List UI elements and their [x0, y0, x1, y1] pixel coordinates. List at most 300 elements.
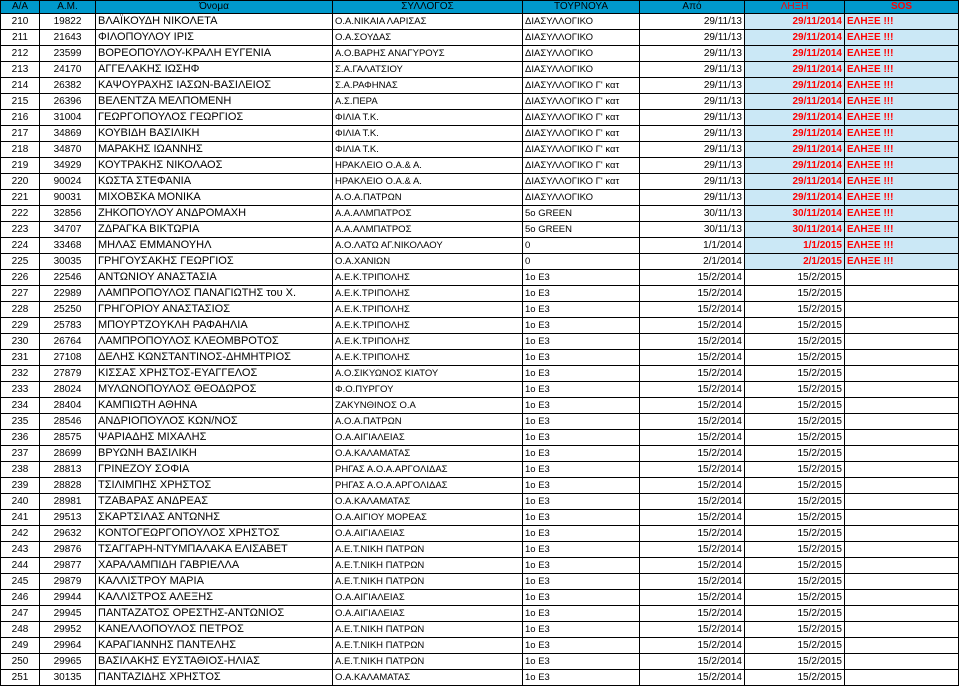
cell-aa[interactable]: 216 [1, 110, 40, 126]
header-sos[interactable]: SOS [845, 1, 959, 14]
cell-expiry[interactable]: 15/2/2015 [745, 638, 845, 654]
cell-tournament[interactable]: 1ο Ε3 [523, 286, 640, 302]
header-expiry[interactable]: ΛΗΞΗ [745, 1, 845, 14]
cell-name[interactable]: ΚΑΡΑΓΙΑΝΝΗΣ ΠΑΝΤΕΛΗΣ [96, 638, 333, 654]
cell-club[interactable]: Φ.Ο.ΠΥΡΓΟΥ [333, 382, 523, 398]
table-row[interactable] [1, 190, 959, 206]
cell-name[interactable]: ΓΕΩΡΓΟΠΟΥΛΟΣ ΓΕΩΡΓΙΟΣ [96, 110, 333, 126]
cell-name[interactable]: ΓΡΗΓΟΥΣΑΚΗΣ ΓΕΩΡΓΙΟΣ [96, 254, 333, 270]
cell-sos[interactable] [845, 382, 959, 398]
cell-tournament[interactable]: 1ο Ε3 [523, 510, 640, 526]
cell-club[interactable]: Α.Ε.Τ.ΝΙΚΗ ΠΑΤΡΩΝ [333, 542, 523, 558]
cell-from[interactable]: 29/11/13 [640, 158, 745, 174]
cell-aa[interactable]: 222 [1, 206, 40, 222]
cell-sos[interactable] [845, 286, 959, 302]
cell-club[interactable]: Ο.Α.ΚΑΛΑΜΑΤΑΣ [333, 446, 523, 462]
cell-aa[interactable]: 226 [1, 270, 40, 286]
cell-from[interactable]: 15/2/2014 [640, 494, 745, 510]
cell-expiry[interactable]: 15/2/2015 [745, 590, 845, 606]
cell-club[interactable]: Α.Ο.ΒΑΡΗΣ ΑΝΑΓΥΡΟΥΣ [333, 46, 523, 62]
cell-sos[interactable] [845, 462, 959, 478]
cell-aa[interactable]: 220 [1, 174, 40, 190]
cell-name[interactable]: ΜΗΛΑΣ ΕΜΜΑΝΟΥΗΛ [96, 238, 333, 254]
cell-name[interactable]: ΚΙΣΣΑΣ ΧΡΗΣΤΟΣ-ΕΥΑΓΓΕΛΟΣ [96, 366, 333, 382]
cell-sos[interactable]: ΕΛΗΞΕ !!! [845, 62, 959, 78]
cell-from[interactable]: 30/11/13 [640, 206, 745, 222]
cell-tournament[interactable]: 5ο GREEN [523, 206, 640, 222]
header-aa[interactable]: Α/Α [1, 1, 40, 14]
cell-tournament[interactable]: ΔΙΑΣΥΛΛΟΓΙΚΟ [523, 46, 640, 62]
cell-aa[interactable]: 249 [1, 638, 40, 654]
cell-expiry[interactable]: 15/2/2015 [745, 414, 845, 430]
cell-tournament[interactable]: 0 [523, 238, 640, 254]
cell-am[interactable]: 23599 [40, 46, 96, 62]
cell-from[interactable]: 15/2/2014 [640, 526, 745, 542]
cell-expiry[interactable]: 15/2/2015 [745, 398, 845, 414]
cell-sos[interactable] [845, 414, 959, 430]
cell-name[interactable]: ΛΑΜΠΡΟΠΟΥΛΟΣ ΠΑΝΑΓΙΩΤΗΣ του Χ. [96, 286, 333, 302]
cell-sos[interactable]: ΕΛΗΞΕ !!! [845, 14, 959, 30]
cell-tournament[interactable]: 1ο Ε3 [523, 478, 640, 494]
cell-from[interactable]: 15/2/2014 [640, 574, 745, 590]
table-row[interactable] [1, 414, 959, 430]
cell-aa[interactable]: 218 [1, 142, 40, 158]
cell-from[interactable]: 15/2/2014 [640, 622, 745, 638]
table-row[interactable] [1, 622, 959, 638]
header-club[interactable]: ΣΥΛΛΟΓΟΣ [333, 1, 523, 14]
cell-tournament[interactable]: ΔΙΑΣΥΛΛΟΓΙΚΟ Γ' κατ [523, 78, 640, 94]
cell-name[interactable]: ΠΑΝΤΑΖΙΔΗΣ ΧΡΗΣΤΟΣ [96, 670, 333, 686]
cell-aa[interactable]: 243 [1, 542, 40, 558]
cell-sos[interactable] [845, 542, 959, 558]
cell-tournament[interactable]: 1ο Ε3 [523, 270, 640, 286]
cell-aa[interactable]: 246 [1, 590, 40, 606]
cell-from[interactable]: 15/2/2014 [640, 302, 745, 318]
cell-from[interactable]: 29/11/13 [640, 126, 745, 142]
cell-tournament[interactable]: ΔΙΑΣΥΛΛΟΓΙΚΟ Γ' κατ [523, 94, 640, 110]
table-row[interactable] [1, 302, 959, 318]
cell-aa[interactable]: 245 [1, 574, 40, 590]
cell-from[interactable]: 29/11/13 [640, 30, 745, 46]
cell-name[interactable]: ΦΙΛΟΠΟΥΛΟΥ ΙΡΙΣ [96, 30, 333, 46]
cell-club[interactable]: Α.Ο.ΛΑΤΩ ΑΓ.ΝΙΚΟΛΑΟΥ [333, 238, 523, 254]
cell-tournament[interactable]: 1ο Ε3 [523, 606, 640, 622]
cell-name[interactable]: ΚΟΥΒΙΔΗ ΒΑΣΙΛΙΚΗ [96, 126, 333, 142]
cell-sos[interactable]: ΕΛΗΞΕ !!! [845, 142, 959, 158]
cell-expiry[interactable]: 30/11/2014 [745, 222, 845, 238]
cell-aa[interactable]: 241 [1, 510, 40, 526]
cell-name[interactable]: ΚΑΝΕΛΛΟΠΟΥΛΟΣ ΠΕΤΡΟΣ [96, 622, 333, 638]
cell-tournament[interactable]: ΔΙΑΣΥΛΛΟΓΙΚΟ [523, 14, 640, 30]
cell-expiry[interactable]: 29/11/2014 [745, 142, 845, 158]
cell-expiry[interactable]: 15/2/2015 [745, 430, 845, 446]
cell-club[interactable]: Ο.Α.ΧΑΝΙΩΝ [333, 254, 523, 270]
cell-aa[interactable]: 219 [1, 158, 40, 174]
cell-name[interactable]: ΒΕΛΕΝΤΖΑ ΜΕΛΠΟΜΕΝΗ [96, 94, 333, 110]
cell-sos[interactable] [845, 366, 959, 382]
cell-tournament[interactable]: ΔΙΑΣΥΛΛΟΓΙΚΟ [523, 30, 640, 46]
cell-sos[interactable] [845, 654, 959, 670]
cell-sos[interactable]: ΕΛΗΞΕ !!! [845, 190, 959, 206]
cell-from[interactable]: 29/11/13 [640, 190, 745, 206]
cell-from[interactable]: 29/11/13 [640, 62, 745, 78]
cell-expiry[interactable]: 15/2/2015 [745, 510, 845, 526]
cell-from[interactable]: 15/2/2014 [640, 446, 745, 462]
cell-from[interactable]: 15/2/2014 [640, 350, 745, 366]
cell-am[interactable]: 27879 [40, 366, 96, 382]
cell-expiry[interactable]: 29/11/2014 [745, 126, 845, 142]
cell-name[interactable]: ΓΡΙΝΕΖΟΥ ΣΟΦΙΑ [96, 462, 333, 478]
cell-aa[interactable]: 251 [1, 670, 40, 686]
cell-club[interactable]: Α.Α.ΑΛΜΠΑΤΡΟΣ [333, 222, 523, 238]
cell-club[interactable]: Σ.Α.ΓΑΛΑΤΣΙΟΥ [333, 62, 523, 78]
cell-club[interactable]: ΦΙΛΙΑ Τ.Κ. [333, 126, 523, 142]
cell-from[interactable]: 15/2/2014 [640, 670, 745, 686]
table-row[interactable] [1, 478, 959, 494]
cell-am[interactable]: 22989 [40, 286, 96, 302]
cell-tournament[interactable]: 1ο Ε3 [523, 462, 640, 478]
cell-expiry[interactable]: 15/2/2015 [745, 318, 845, 334]
table-row[interactable] [1, 270, 959, 286]
cell-club[interactable]: ΗΡΑΚΛΕΙΟ Ο.Α.& Α. [333, 174, 523, 190]
table-row[interactable] [1, 318, 959, 334]
cell-expiry[interactable]: 15/2/2015 [745, 446, 845, 462]
table-row[interactable] [1, 158, 959, 174]
table-row[interactable] [1, 174, 959, 190]
cell-sos[interactable] [845, 350, 959, 366]
table-row[interactable] [1, 382, 959, 398]
table-row[interactable] [1, 142, 959, 158]
cell-expiry[interactable]: 15/2/2015 [745, 334, 845, 350]
cell-am[interactable]: 29876 [40, 542, 96, 558]
cell-club[interactable]: ΦΙΛΙΑ Τ.Κ. [333, 142, 523, 158]
cell-sos[interactable] [845, 622, 959, 638]
header-name[interactable]: Όνομα [96, 1, 333, 14]
cell-expiry[interactable]: 15/2/2015 [745, 366, 845, 382]
cell-aa[interactable]: 248 [1, 622, 40, 638]
cell-am[interactable]: 31004 [40, 110, 96, 126]
cell-expiry[interactable]: 2/1/2015 [745, 254, 845, 270]
table-row[interactable] [1, 254, 959, 270]
cell-am[interactable]: 25250 [40, 302, 96, 318]
cell-aa[interactable]: 234 [1, 398, 40, 414]
cell-tournament[interactable]: 1ο Ε3 [523, 494, 640, 510]
cell-expiry[interactable]: 15/2/2015 [745, 286, 845, 302]
cell-am[interactable]: 26396 [40, 94, 96, 110]
table-row[interactable] [1, 670, 959, 686]
cell-name[interactable]: ΧΑΡΑΛΑΜΠΙΔΗ ΓΑΒΡΙΕΛΛΑ [96, 558, 333, 574]
cell-aa[interactable]: 235 [1, 414, 40, 430]
cell-club[interactable]: ΡΗΓΑΣ Α.Ο.Α.ΑΡΓΟΛΙΔΑΣ [333, 462, 523, 478]
cell-sos[interactable]: ΕΛΗΞΕ !!! [845, 222, 959, 238]
cell-sos[interactable]: ΕΛΗΞΕ !!! [845, 238, 959, 254]
cell-club[interactable]: Σ.Α.ΡΑΦΗΝΑΣ [333, 78, 523, 94]
table-row[interactable] [1, 366, 959, 382]
cell-name[interactable]: ΑΓΓΕΛΑΚΗΣ ΙΩΣΗΦ [96, 62, 333, 78]
cell-from[interactable]: 15/2/2014 [640, 558, 745, 574]
table-row[interactable] [1, 638, 959, 654]
cell-name[interactable]: ΖΗΚΟΠΟΥΛΟΥ ΑΝΔΡΟΜΑΧΗ [96, 206, 333, 222]
cell-am[interactable]: 33468 [40, 238, 96, 254]
cell-tournament[interactable]: 1ο Ε3 [523, 302, 640, 318]
cell-sos[interactable] [845, 526, 959, 542]
cell-from[interactable]: 15/2/2014 [640, 478, 745, 494]
cell-from[interactable]: 15/2/2014 [640, 638, 745, 654]
cell-club[interactable]: Α.Ε.Τ.ΝΙΚΗ ΠΑΤΡΩΝ [333, 558, 523, 574]
cell-sos[interactable] [845, 670, 959, 686]
cell-expiry[interactable]: 29/11/2014 [745, 62, 845, 78]
cell-club[interactable]: ΦΙΛΙΑ Τ.Κ. [333, 110, 523, 126]
cell-tournament[interactable]: 5ο GREEN [523, 222, 640, 238]
table-row[interactable] [1, 462, 959, 478]
cell-club[interactable]: Α.Ε.Κ.ΤΡΙΠΟΛΗΣ [333, 270, 523, 286]
cell-am[interactable]: 29879 [40, 574, 96, 590]
cell-sos[interactable] [845, 334, 959, 350]
cell-expiry[interactable]: 15/2/2015 [745, 494, 845, 510]
cell-expiry[interactable]: 29/11/2014 [745, 110, 845, 126]
cell-club[interactable]: Ο.Α.ΝΙΚΑΙΑ ΛΑΡΙΣΑΣ [333, 14, 523, 30]
cell-am[interactable]: 90024 [40, 174, 96, 190]
cell-aa[interactable]: 229 [1, 318, 40, 334]
header-tournament[interactable]: ΤΟΥΡΝΟΥΑ [523, 1, 640, 14]
cell-aa[interactable]: 240 [1, 494, 40, 510]
cell-aa[interactable]: 215 [1, 94, 40, 110]
table-row[interactable] [1, 78, 959, 94]
cell-aa[interactable]: 221 [1, 190, 40, 206]
cell-from[interactable]: 15/2/2014 [640, 318, 745, 334]
cell-aa[interactable]: 225 [1, 254, 40, 270]
cell-aa[interactable]: 239 [1, 478, 40, 494]
cell-club[interactable]: Α.Ε.Κ.ΤΡΙΠΟΛΗΣ [333, 302, 523, 318]
cell-expiry[interactable]: 29/11/2014 [745, 78, 845, 94]
cell-from[interactable]: 15/2/2014 [640, 270, 745, 286]
cell-aa[interactable]: 223 [1, 222, 40, 238]
cell-am[interactable]: 34869 [40, 126, 96, 142]
cell-name[interactable]: ΤΖΑΒΑΡΑΣ ΑΝΔΡΕΑΣ [96, 494, 333, 510]
cell-from[interactable]: 29/11/13 [640, 78, 745, 94]
cell-name[interactable]: ΜΥΛΩΝΟΠΟΥΛΟΣ ΘΕΟΔΩΡΟΣ [96, 382, 333, 398]
cell-name[interactable]: ΤΣΑΓΓΑΡΗ-ΝΤΥΜΠΑΛΑΚΑ ΕΛΙΣΑΒΕΤ [96, 542, 333, 558]
table-row[interactable] [1, 606, 959, 622]
cell-sos[interactable] [845, 302, 959, 318]
cell-expiry[interactable]: 29/11/2014 [745, 94, 845, 110]
cell-expiry[interactable]: 1/1/2015 [745, 238, 845, 254]
cell-am[interactable]: 29945 [40, 606, 96, 622]
cell-club[interactable]: Ο.Α.ΑΙΓΙΑΛΕΙΑΣ [333, 526, 523, 542]
cell-expiry[interactable]: 15/2/2015 [745, 526, 845, 542]
cell-from[interactable]: 29/11/13 [640, 46, 745, 62]
cell-tournament[interactable]: 1ο Ε3 [523, 446, 640, 462]
header-from[interactable]: Από [640, 1, 745, 14]
cell-expiry[interactable]: 29/11/2014 [745, 14, 845, 30]
cell-sos[interactable] [845, 398, 959, 414]
cell-aa[interactable]: 238 [1, 462, 40, 478]
table-row[interactable] [1, 238, 959, 254]
cell-aa[interactable]: 212 [1, 46, 40, 62]
cell-club[interactable]: Α.Σ.ΠΕΡΑ [333, 94, 523, 110]
table-row[interactable] [1, 94, 959, 110]
cell-name[interactable]: ΚΑΛΛΙΣΤΡΟΥ ΜΑΡΙΑ [96, 574, 333, 590]
cell-sos[interactable] [845, 270, 959, 286]
cell-aa[interactable]: 233 [1, 382, 40, 398]
cell-from[interactable]: 15/2/2014 [640, 398, 745, 414]
cell-am[interactable]: 28981 [40, 494, 96, 510]
cell-name[interactable]: ΤΣΙΛΙΜΠΗΣ ΧΡΗΣΤΟΣ [96, 478, 333, 494]
cell-tournament[interactable]: ΔΙΑΣΥΛΛΟΓΙΚΟ [523, 190, 640, 206]
cell-tournament[interactable]: 1ο Ε3 [523, 654, 640, 670]
cell-tournament[interactable]: 1ο Ε3 [523, 526, 640, 542]
cell-am[interactable]: 28813 [40, 462, 96, 478]
cell-am[interactable]: 27108 [40, 350, 96, 366]
cell-from[interactable]: 30/11/13 [640, 222, 745, 238]
cell-am[interactable]: 28699 [40, 446, 96, 462]
cell-expiry[interactable]: 15/2/2015 [745, 558, 845, 574]
cell-tournament[interactable]: ΔΙΑΣΥΛΛΟΓΙΚΟ Γ' κατ [523, 142, 640, 158]
table-row[interactable] [1, 222, 959, 238]
cell-tournament[interactable]: 1ο Ε3 [523, 558, 640, 574]
cell-sos[interactable]: ΕΛΗΞΕ !!! [845, 46, 959, 62]
cell-expiry[interactable]: 29/11/2014 [745, 158, 845, 174]
table-row[interactable] [1, 558, 959, 574]
cell-sos[interactable] [845, 638, 959, 654]
cell-from[interactable]: 15/2/2014 [640, 590, 745, 606]
cell-sos[interactable]: ΕΛΗΞΕ !!! [845, 78, 959, 94]
cell-expiry[interactable]: 29/11/2014 [745, 190, 845, 206]
cell-tournament[interactable]: ΔΙΑΣΥΛΛΟΓΙΚΟ Γ' κατ [523, 174, 640, 190]
cell-from[interactable]: 15/2/2014 [640, 462, 745, 478]
cell-name[interactable]: ΣΚΑΡΤΣΙΛΑΣ ΑΝΤΩΝΗΣ [96, 510, 333, 526]
table-row[interactable] [1, 494, 959, 510]
cell-am[interactable]: 28024 [40, 382, 96, 398]
cell-expiry[interactable]: 15/2/2015 [745, 654, 845, 670]
cell-sos[interactable]: ΕΛΗΞΕ !!! [845, 126, 959, 142]
cell-from[interactable]: 15/2/2014 [640, 414, 745, 430]
cell-am[interactable]: 30035 [40, 254, 96, 270]
cell-expiry[interactable]: 15/2/2015 [745, 350, 845, 366]
cell-expiry[interactable]: 30/11/2014 [745, 206, 845, 222]
cell-sos[interactable] [845, 590, 959, 606]
cell-am[interactable]: 29632 [40, 526, 96, 542]
cell-from[interactable]: 15/2/2014 [640, 542, 745, 558]
table-row[interactable] [1, 110, 959, 126]
table-row[interactable] [1, 446, 959, 462]
cell-name[interactable]: ΜΠΟΥΡΤΖΟΥΚΛΗ ΡΑΦΑΗΛΙΑ [96, 318, 333, 334]
cell-sos[interactable]: ΕΛΗΞΕ !!! [845, 174, 959, 190]
cell-club[interactable]: Α.Ε.Κ.ΤΡΙΠΟΛΗΣ [333, 318, 523, 334]
cell-name[interactable]: ΚΑΨΟΥΡΑΧΗΣ ΙΑΣΩΝ-ΒΑΣΙΛΕΙΟΣ [96, 78, 333, 94]
cell-tournament[interactable]: 1ο Ε3 [523, 398, 640, 414]
cell-am[interactable]: 26382 [40, 78, 96, 94]
cell-tournament[interactable]: ΔΙΑΣΥΛΛΟΓΙΚΟ Γ' κατ [523, 110, 640, 126]
cell-club[interactable]: Ο.Α.ΑΙΓΙΑΛΕΙΑΣ [333, 590, 523, 606]
cell-name[interactable]: ΒΑΣΙΛΑΚΗΣ ΕΥΣΤΑΘΙΟΣ-ΗΛΙΑΣ [96, 654, 333, 670]
cell-club[interactable]: Α.Ο.Α.ΠΑΤΡΩΝ [333, 190, 523, 206]
cell-from[interactable]: 15/2/2014 [640, 382, 745, 398]
table-row[interactable] [1, 350, 959, 366]
cell-tournament[interactable]: 1ο Ε3 [523, 318, 640, 334]
cell-am[interactable]: 34870 [40, 142, 96, 158]
cell-expiry[interactable]: 15/2/2015 [745, 670, 845, 686]
cell-name[interactable]: ΒΟΡΕΟΠΟΥΛΟΥ-ΚΡΑΛΗ ΕΥΓΕΝΙΑ [96, 46, 333, 62]
cell-club[interactable]: Ο.Α.ΚΑΛΑΜΑΤΑΣ [333, 494, 523, 510]
cell-club[interactable]: Ο.Α.ΚΑΛΑΜΑΤΑΣ [333, 670, 523, 686]
table-row[interactable] [1, 526, 959, 542]
cell-tournament[interactable]: 1ο Ε3 [523, 622, 640, 638]
cell-name[interactable]: ΚΟΝΤΟΓΕΩΡΓΟΠΟΥΛΟΣ ΧΡΗΣΤΟΣ [96, 526, 333, 542]
cell-tournament[interactable]: ΔΙΑΣΥΛΛΟΓΙΚΟ Γ' κατ [523, 158, 640, 174]
cell-from[interactable]: 29/11/13 [640, 94, 745, 110]
cell-aa[interactable]: 228 [1, 302, 40, 318]
cell-am[interactable]: 29965 [40, 654, 96, 670]
cell-name[interactable]: ΠΑΝΤΑΖΑΤΟΣ ΟΡΕΣΤΗΣ-ΑΝΤΩΝΙΟΣ [96, 606, 333, 622]
cell-name[interactable]: ΚΑΛΛΙΣΤΡΟΣ ΑΛΕΞΗΣ [96, 590, 333, 606]
cell-from[interactable]: 15/2/2014 [640, 654, 745, 670]
cell-club[interactable]: Α.Ε.Κ.ΤΡΙΠΟΛΗΣ [333, 286, 523, 302]
table-row[interactable] [1, 286, 959, 302]
cell-club[interactable]: Ο.Α.ΑΙΓΙΑΛΕΙΑΣ [333, 430, 523, 446]
table-row[interactable] [1, 62, 959, 78]
cell-expiry[interactable]: 15/2/2015 [745, 622, 845, 638]
cell-expiry[interactable]: 15/2/2015 [745, 462, 845, 478]
cell-tournament[interactable]: 1ο Ε3 [523, 366, 640, 382]
cell-am[interactable]: 26764 [40, 334, 96, 350]
cell-am[interactable]: 28828 [40, 478, 96, 494]
cell-aa[interactable]: 227 [1, 286, 40, 302]
cell-from[interactable]: 2/1/2014 [640, 254, 745, 270]
cell-name[interactable]: ΑΝΤΩΝΙΟΥ ΑΝΑΣΤΑΣΙΑ [96, 270, 333, 286]
cell-tournament[interactable]: 1ο Ε3 [523, 350, 640, 366]
table-row[interactable] [1, 46, 959, 62]
cell-sos[interactable] [845, 574, 959, 590]
cell-name[interactable]: ΚΟΥΤΡΑΚΗΣ ΝΙΚΟΛΑΟΣ [96, 158, 333, 174]
cell-sos[interactable] [845, 478, 959, 494]
cell-am[interactable]: 29952 [40, 622, 96, 638]
table-row[interactable] [1, 398, 959, 414]
cell-expiry[interactable]: 15/2/2015 [745, 542, 845, 558]
table-row[interactable] [1, 574, 959, 590]
cell-from[interactable]: 15/2/2014 [640, 286, 745, 302]
cell-aa[interactable]: 224 [1, 238, 40, 254]
cell-tournament[interactable]: 1ο Ε3 [523, 590, 640, 606]
cell-from[interactable]: 29/11/13 [640, 14, 745, 30]
cell-aa[interactable]: 250 [1, 654, 40, 670]
cell-am[interactable]: 28575 [40, 430, 96, 446]
cell-am[interactable]: 29944 [40, 590, 96, 606]
cell-from[interactable]: 29/11/13 [640, 142, 745, 158]
cell-sos[interactable]: ΕΛΗΞΕ !!! [845, 206, 959, 222]
cell-club[interactable]: Α.Ο.Α.ΠΑΤΡΩΝ [333, 414, 523, 430]
cell-aa[interactable]: 232 [1, 366, 40, 382]
cell-name[interactable]: ΜΑΡΑΚΗΣ ΙΩΑΝΝΗΣ [96, 142, 333, 158]
cell-name[interactable]: ΑΝΔΡΙΟΠΟΥΛΟΣ ΚΩΝ/ΝΟΣ [96, 414, 333, 430]
table-row[interactable] [1, 542, 959, 558]
cell-name[interactable]: ΒΛΑΪΚΟΥΔΗ ΝΙΚΟΛΕΤΑ [96, 14, 333, 30]
cell-am[interactable]: 24170 [40, 62, 96, 78]
cell-am[interactable]: 90031 [40, 190, 96, 206]
cell-sos[interactable]: ΕΛΗΞΕ !!! [845, 158, 959, 174]
cell-tournament[interactable]: ΔΙΑΣΥΛΛΟΓΙΚΟ [523, 62, 640, 78]
cell-aa[interactable]: 242 [1, 526, 40, 542]
cell-from[interactable]: 15/2/2014 [640, 334, 745, 350]
cell-aa[interactable]: 214 [1, 78, 40, 94]
cell-club[interactable]: Α.Ε.Κ.ΤΡΙΠΟΛΗΣ [333, 350, 523, 366]
cell-from[interactable]: 15/2/2014 [640, 366, 745, 382]
cell-tournament[interactable]: 1ο Ε3 [523, 414, 640, 430]
cell-am[interactable]: 19822 [40, 14, 96, 30]
cell-name[interactable]: ΜΙΧΟΒΣΚΑ ΜΟΝΙΚΑ [96, 190, 333, 206]
cell-from[interactable]: 1/1/2014 [640, 238, 745, 254]
cell-sos[interactable]: ΕΛΗΞΕ !!! [845, 30, 959, 46]
